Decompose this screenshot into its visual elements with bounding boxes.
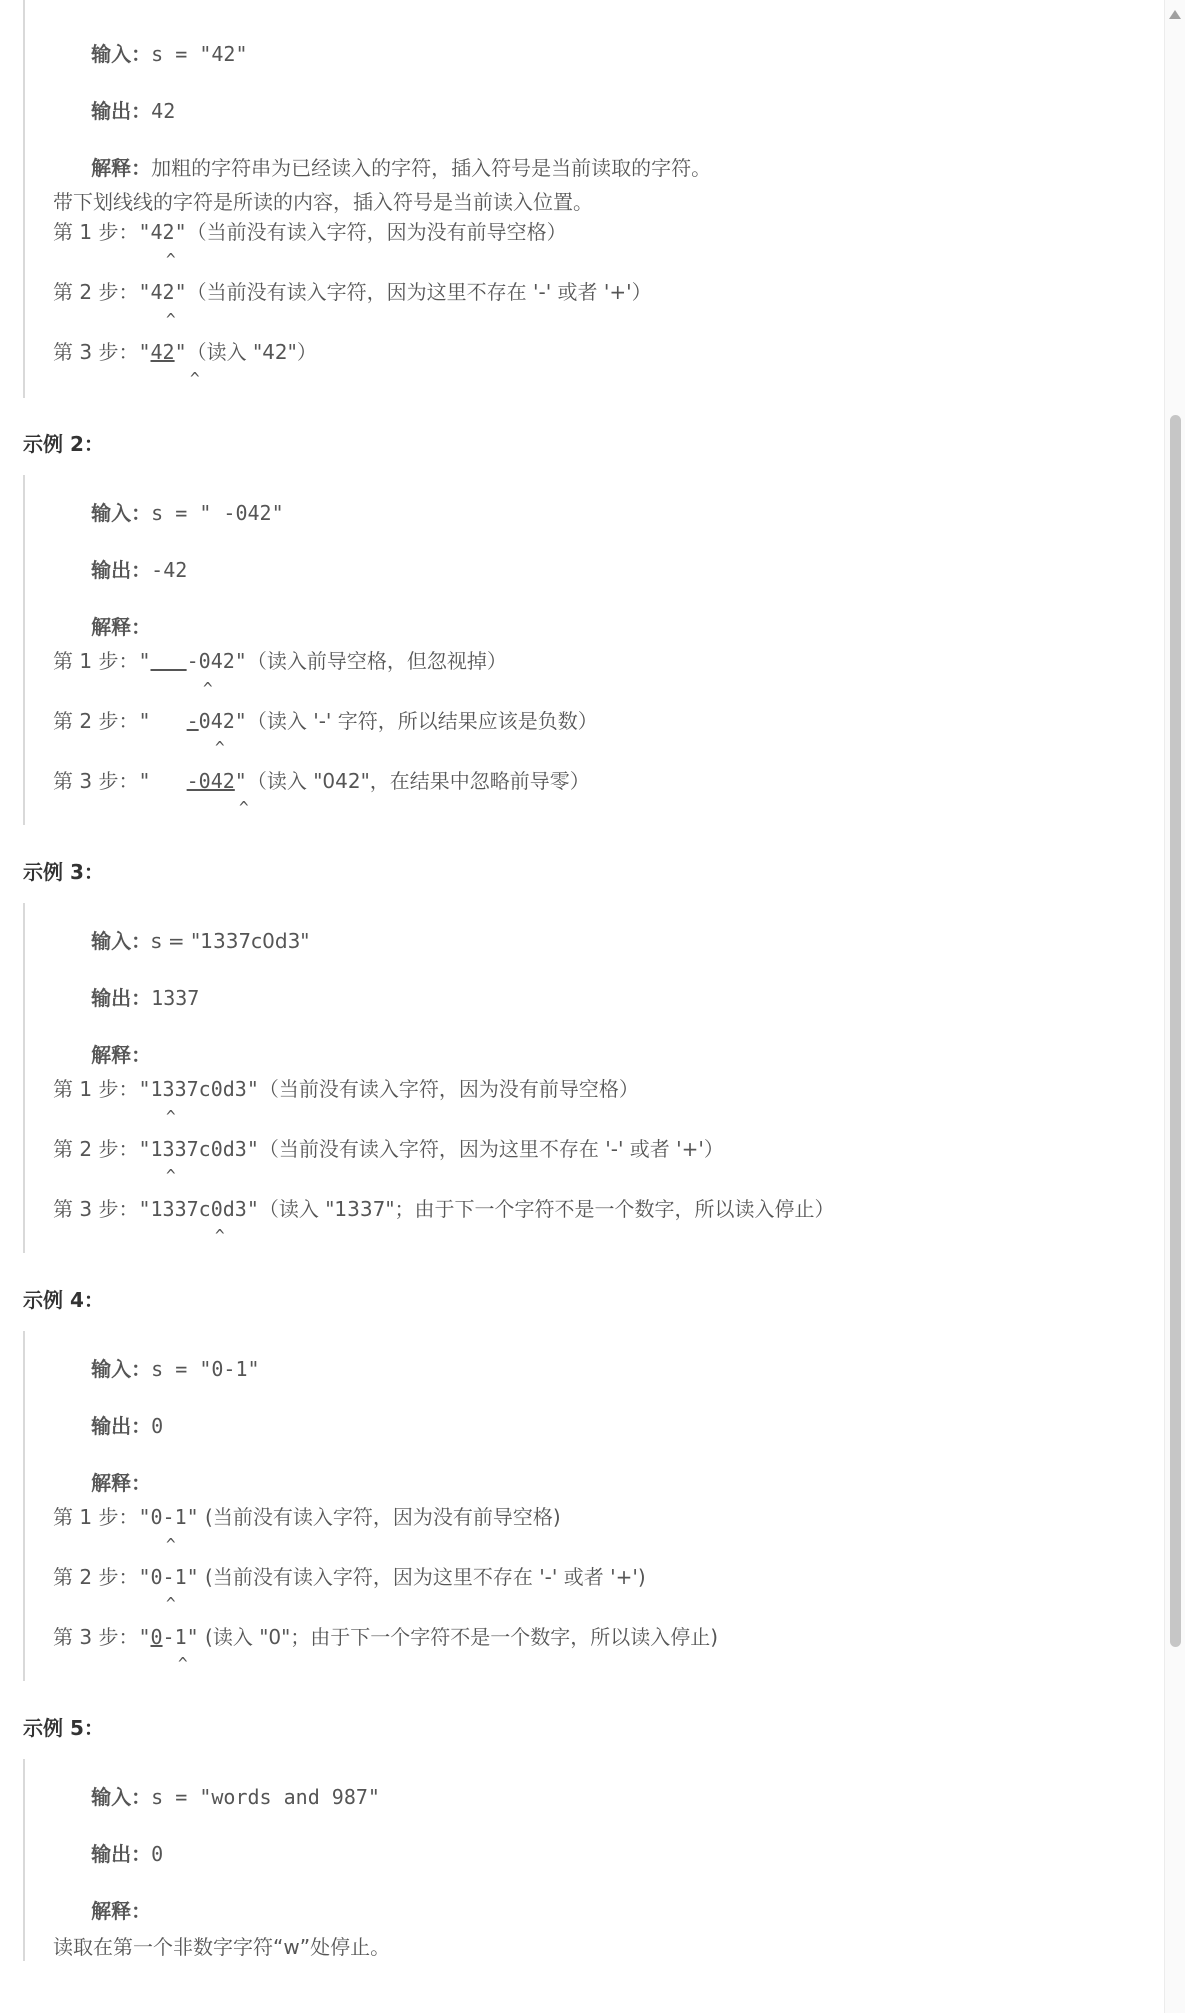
example-2-block	[23, 475, 1125, 825]
example-5-explanation	[53, 1881, 151, 1941]
caret: ^	[203, 679, 213, 698]
example-4-heading: 示例 4：	[23, 1288, 104, 1312]
caret: ^	[166, 1166, 176, 1185]
example-4-step-2	[53, 1567, 646, 1587]
step-label: 第 3 步：	[53, 769, 139, 793]
step-label: 第 1 步：	[53, 1077, 139, 1101]
example-2-input	[53, 483, 284, 543]
example-5-input-value: s = "words and 987"	[151, 1785, 380, 1809]
example-3-step-1	[53, 1079, 639, 1099]
example-5-output-value: 0	[151, 1842, 164, 1866]
output-label: 输出：	[91, 986, 152, 1010]
example-3-heading: 示例 3：	[23, 860, 104, 884]
example-5-output	[53, 1824, 163, 1884]
step-comment: (当前没有读入字符，因为没有前导空格)	[198, 1505, 561, 1529]
explanation-label: 解释：	[91, 615, 152, 639]
step-string: "0-1"	[138, 1505, 199, 1529]
output-label: 输出：	[91, 1842, 152, 1866]
example-1-input	[53, 24, 247, 84]
example-4-block	[23, 1331, 1125, 1681]
example-5-note: 读取在第一个非数字字符“w”处停止。	[53, 1935, 391, 1959]
step-comment: (当前没有读入字符，因为这里不存在 '-' 或者 '+')	[198, 1565, 646, 1589]
input-label: 输入：	[91, 1357, 152, 1381]
caret: ^	[178, 1654, 188, 1673]
example-3-explanation	[53, 1025, 151, 1085]
output-label: 输出：	[91, 99, 152, 123]
step-label: 第 2 步：	[53, 1137, 139, 1161]
input-label: 输入：	[91, 929, 152, 953]
step-label: 第 1 步：	[53, 220, 139, 244]
input-label: 输入：	[91, 1785, 152, 1809]
step-string: "1337c0d3"	[138, 1197, 259, 1221]
caret: ^	[215, 1226, 225, 1245]
example-1-output	[53, 81, 175, 141]
step-string: "1337c0d3"	[138, 1077, 259, 1101]
example-2-input-value: s = " -042"	[151, 501, 284, 525]
example-1-explanation-text: 加粗的字符串为已经读入的字符，插入符号是当前读取的字符。	[151, 156, 712, 180]
example-4-step-1	[53, 1507, 561, 1527]
example-4-output-value: 0	[151, 1414, 164, 1438]
step-comment: （读入 '-' 字符，所以结果应该是负数）	[246, 709, 598, 733]
example-2-explanation	[53, 597, 151, 657]
step-comment: （读入 "042"，在结果中忽略前导零）	[246, 769, 590, 793]
example-1-step-1	[53, 222, 567, 242]
step-string: "0-1"	[138, 1565, 199, 1589]
step-label: 第 3 步：	[53, 1625, 139, 1649]
example-4-input	[53, 1339, 260, 1399]
explanation-label: 解释：	[91, 1471, 152, 1495]
input-label: 输入：	[91, 501, 152, 525]
example-1-output-value: 42	[151, 99, 176, 123]
step-comment: （读入前导空格，但忽视掉）	[246, 649, 507, 673]
example-1-step-2	[53, 282, 652, 302]
example-4-step-3	[53, 1627, 718, 1647]
caret: ^	[239, 798, 249, 817]
vertical-scrollbar[interactable]	[1164, 0, 1185, 2013]
example-2-step-1	[53, 651, 507, 671]
example-1-input-value: s = "42"	[151, 42, 248, 66]
example-4-output	[53, 1396, 163, 1456]
example-5-input	[53, 1767, 380, 1827]
step-string: "0-1"	[138, 1625, 199, 1649]
step-comment: （读入 "1337"；由于下一个字符不是一个数字，所以读入停止）	[258, 1197, 835, 1221]
example-2-heading: 示例 2：	[23, 432, 104, 456]
caret: ^	[166, 250, 176, 269]
caret: ^	[190, 369, 200, 388]
example-1-explanation	[53, 138, 711, 198]
explanation-label: 解释：	[91, 1043, 152, 1067]
example-1-note: 带下划线线的字符是所读的内容，插入符号是当前读入位置。	[53, 190, 593, 214]
scroll-up-arrow-icon[interactable]	[1169, 10, 1181, 19]
example-3-input	[53, 911, 310, 971]
step-comment: (读入 "0"；由于下一个字符不是一个数字，所以读入停止)	[198, 1625, 719, 1649]
step-comment: （当前没有读入字符，因为这里不存在 '-' 或者 '+'）	[258, 1137, 724, 1161]
step-comment: （当前没有读入字符，因为没有前导空格）	[258, 1077, 639, 1101]
explanation-label: 解释：	[91, 1899, 152, 1923]
step-label: 第 3 步：	[53, 1197, 139, 1221]
step-label: 第 3 步：	[53, 340, 139, 364]
caret: ^	[166, 1535, 176, 1554]
caret: ^	[166, 310, 176, 329]
example-3-step-2	[53, 1139, 724, 1159]
example-5-heading: 示例 5：	[23, 1716, 104, 1740]
explanation-label: 解释：	[91, 156, 152, 180]
step-label: 第 1 步：	[53, 1505, 139, 1529]
example-2-output	[53, 540, 187, 600]
step-string: "42"	[138, 220, 187, 244]
step-label: 第 2 步：	[53, 1565, 139, 1589]
example-3-output-value: 1337	[151, 986, 200, 1010]
example-3-block	[23, 903, 1125, 1253]
example-5-block	[23, 1759, 1125, 1961]
example-2-step-3	[53, 771, 590, 791]
step-comment: （当前没有读入字符，因为这里不存在 '-' 或者 '+'）	[186, 280, 652, 304]
example-1-block	[23, 0, 1125, 398]
step-label: 第 1 步：	[53, 649, 139, 673]
example-2-output-value: -42	[151, 558, 188, 582]
step-string: " -042"	[138, 709, 247, 733]
example-3-output	[53, 968, 199, 1028]
step-string: " -042"	[138, 649, 247, 673]
step-label: 第 2 步：	[53, 709, 139, 733]
output-label: 输出：	[91, 1414, 152, 1438]
step-string: "42"	[138, 280, 187, 304]
example-4-input-value: s = "0-1"	[151, 1357, 260, 1381]
scrollbar-thumb[interactable]	[1170, 415, 1181, 1647]
step-label: 第 2 步：	[53, 280, 139, 304]
example-1-step-3	[53, 342, 317, 362]
caret: ^	[215, 738, 225, 757]
caret: ^	[166, 1594, 176, 1613]
output-label: 输出：	[91, 558, 152, 582]
input-label: 输入：	[91, 42, 152, 66]
example-2-step-2	[53, 711, 598, 731]
example-3-input-value: s = "1337c0d3"	[151, 929, 310, 953]
step-string: "42"	[138, 340, 187, 364]
caret: ^	[166, 1107, 176, 1126]
step-string: " -042"	[138, 769, 247, 793]
example-4-explanation	[53, 1453, 151, 1513]
step-comment: （读入 "42"）	[186, 340, 317, 364]
step-string: "1337c0d3"	[138, 1137, 259, 1161]
step-comment: （当前没有读入字符，因为没有前导空格）	[186, 220, 567, 244]
example-3-step-3	[53, 1199, 835, 1219]
